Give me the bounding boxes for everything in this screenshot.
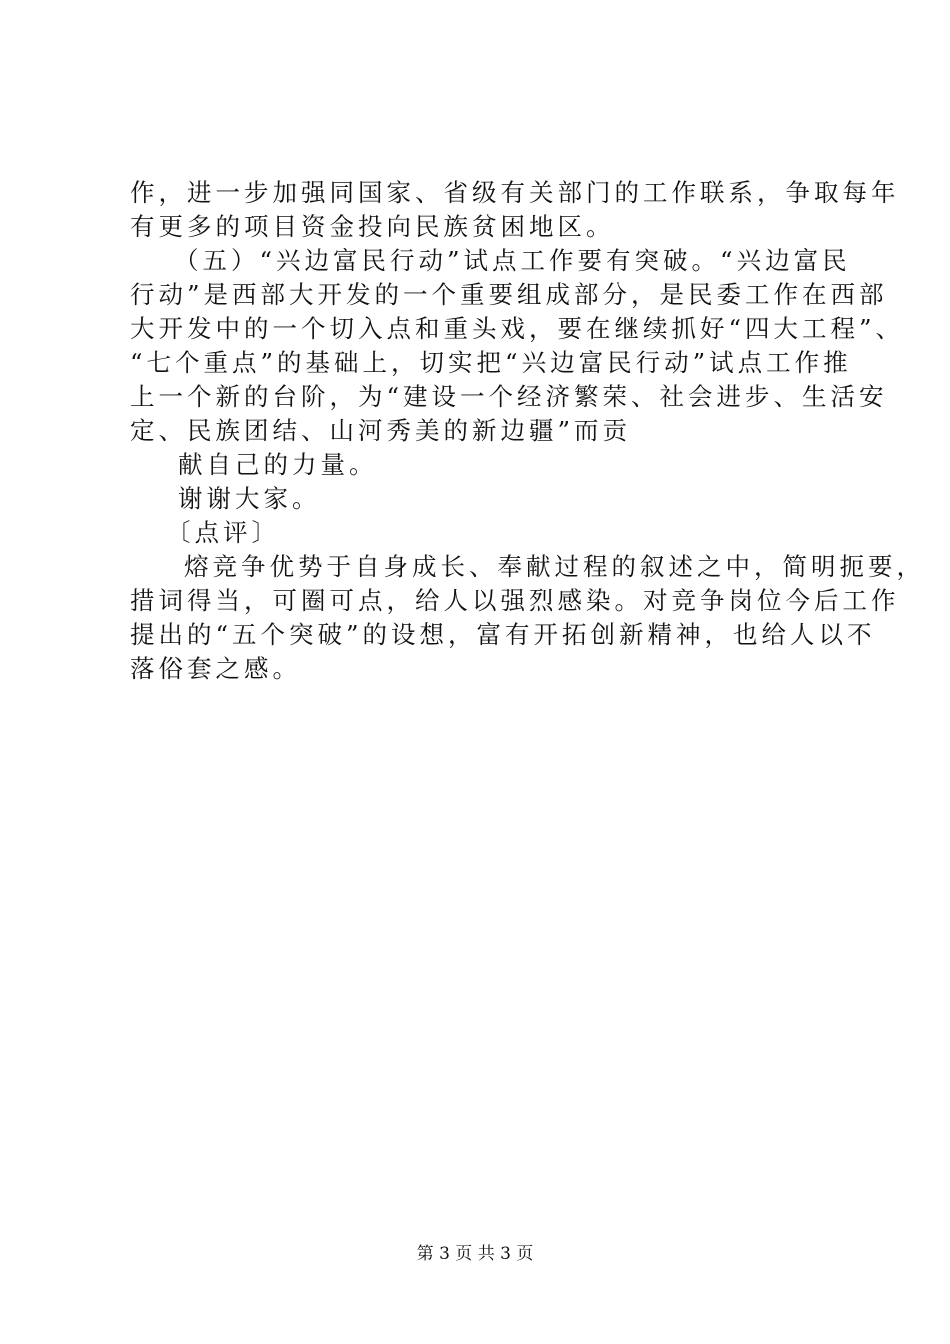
- paragraph-line: 定、民族团结、山河秀美的新边疆”而贡: [130, 416, 632, 445]
- paragraph-line: 谢谢大家。: [178, 484, 321, 513]
- paragraph-line: （五）“兴边富民行动”试点工作要有突破。“兴边富民: [174, 246, 851, 275]
- paragraph-line: 献自己的力量。: [178, 450, 378, 479]
- page-number-footer: 第 3 页 共 3 页: [416, 1244, 534, 1264]
- paragraph-line: 有更多的项目资金投向民族贫困地区。: [130, 212, 615, 241]
- paragraph-line: 上一个新的台阶，为“建设一个经济繁荣、社会进步、生活安: [130, 382, 888, 411]
- paragraph-line: 措词得当，可圈可点，给人以强烈感染。对竞争岗位今后工作: [130, 586, 900, 615]
- paragraph-line: 落俗套之感。: [130, 654, 301, 683]
- paragraph-line: 行动”是西部大开发的一个重要组成部分，是民委工作在西部: [130, 280, 888, 309]
- paragraph-line: 作，进一步加强同国家、省级有关部门的工作联系，争取每年: [130, 178, 900, 207]
- paragraph-line: “七个重点”的基础上，切实把“兴边富民行动”试点工作推: [130, 348, 852, 377]
- paragraph-line: 大开发中的一个切入点和重头戏，要在继续抓好“四大工程”、: [130, 314, 905, 343]
- paragraph-line: 提出的“五个突破”的设想，富有开拓创新精神，也给人以不: [130, 620, 876, 649]
- paragraph-line: 熔竞争优势于自身成长、奉献过程的叙述之中，简明扼要，: [184, 552, 925, 581]
- review-heading: 〔点评〕: [166, 518, 280, 547]
